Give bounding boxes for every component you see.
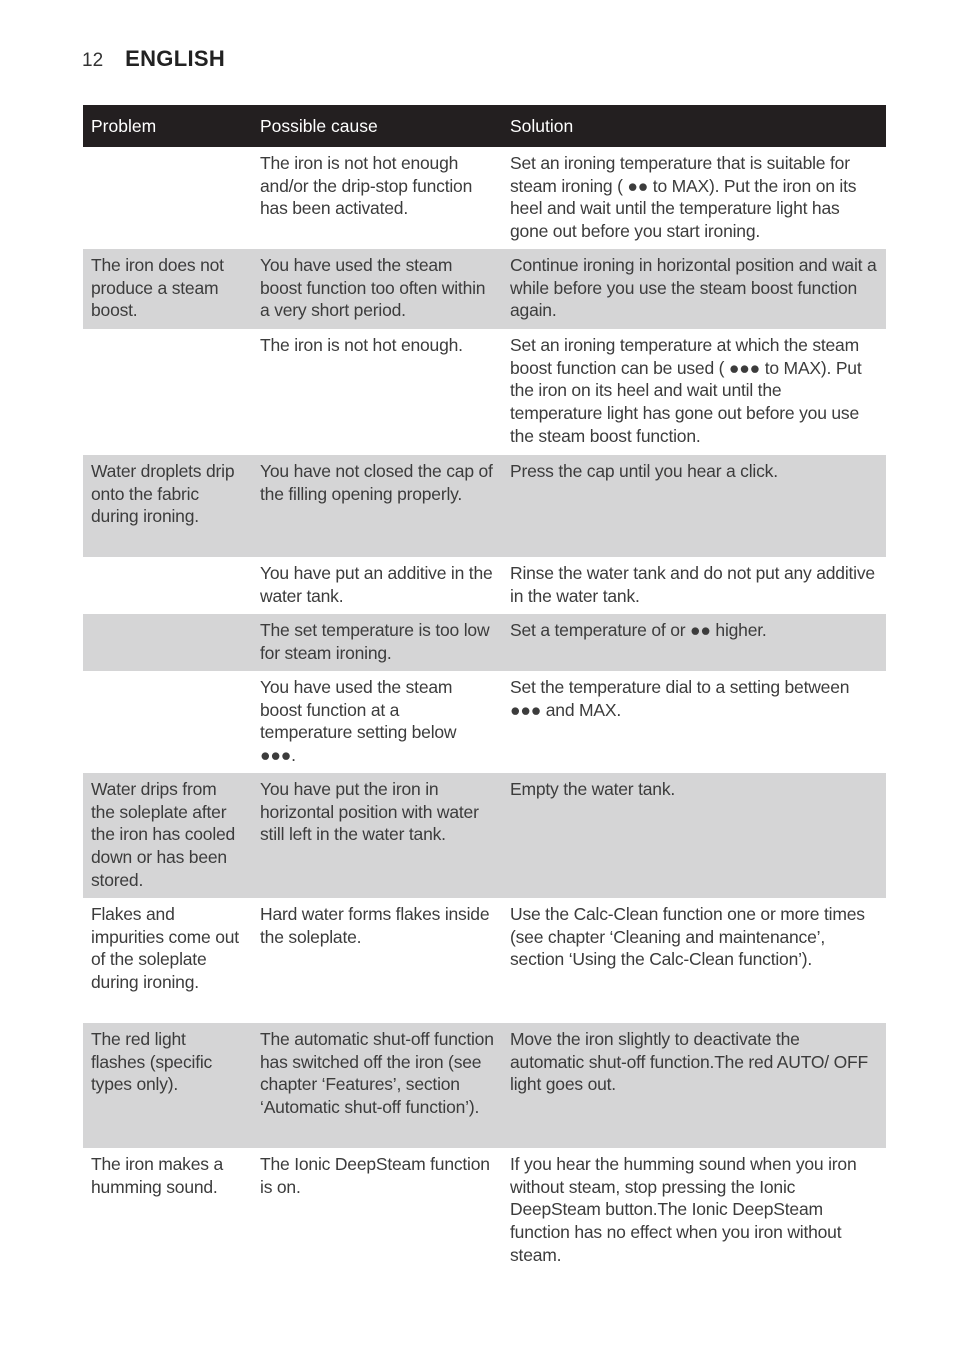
cause-cell: The automatic shut-off function has switched off the iron (see chapter ‘Features’, section ‘Automatic shut-off function’).	[252, 1023, 502, 1148]
problem-cell: Water drips from the soleplate after the iron has cooled down or has been stored.	[83, 773, 252, 898]
table-row	[83, 557, 886, 614]
solution-cell: Set an ironing temperature that is suitable for steam ironing ( ●● to MAX). Put the iron on its heel and wait until the temperature light has gone out before you start ironing.	[510, 153, 857, 242]
problem-cell	[83, 614, 252, 671]
problem-cell: The iron makes a humming sound.	[91, 1153, 223, 1197]
cause-cell: You have put an additive in the water tank.	[260, 562, 493, 606]
troubleshooting-table	[83, 105, 886, 1273]
solution-cell: Move the iron slightly to deactivate the automatic shut-off function.The red AUTO/ OFF light goes out.	[502, 1023, 886, 1148]
header-solution: Solution	[502, 105, 886, 147]
page-header	[82, 46, 225, 72]
problem-cell	[83, 329, 252, 455]
cause-cell: Hard water forms flakes inside the soleplate.	[260, 903, 490, 947]
solution-cell: Rinse the water tank and do not put any additive in the water tank.	[510, 562, 875, 606]
page-language-heading: ENGLISH	[125, 46, 226, 71]
solution-cell: Set a temperature of or ●● higher.	[502, 614, 886, 671]
cause-cell: The Ionic DeepSteam function is on.	[260, 1153, 490, 1197]
solution-cell: Set an ironing temperature at which the steam boost function can be used ( ●●● to MAX). Put the iron on its heel and wait until the temperature light has gone out before you use the steam boost function.	[510, 334, 862, 446]
cause-cell: You have not closed the cap of the filling opening properly.	[252, 455, 502, 557]
table-row	[83, 147, 886, 249]
table-row	[83, 249, 886, 329]
solution-cell: Press the cap until you hear a click.	[502, 455, 886, 557]
cause-cell: You have used the steam boost function too often within a very short period.	[252, 249, 502, 329]
table-row	[83, 329, 886, 455]
problem-cell: The iron does not produce a steam boost.	[83, 249, 252, 329]
table-row	[83, 614, 886, 671]
cause-cell: The iron is not hot enough and/or the drip-stop function has been activated.	[260, 153, 473, 219]
solution-cell: Use the Calc-Clean function one or more times (see chapter ‘Cleaning and maintenance’, section ‘Using the Calc-Clean function’).	[510, 903, 865, 970]
solution-cell: Empty the water tank.	[502, 773, 886, 898]
table-row	[83, 898, 886, 1023]
table-row	[83, 1023, 886, 1148]
table-row	[83, 455, 886, 557]
table-row	[83, 773, 886, 898]
problem-cell	[83, 671, 252, 773]
cause-cell: The iron is not hot enough.	[260, 334, 463, 355]
table-row	[83, 1148, 886, 1273]
problem-cell	[83, 557, 252, 614]
cause-cell: The set temperature is too low for steam ironing.	[252, 614, 502, 671]
problem-cell: Flakes and impurities come out of the soleplate during ironing.	[91, 903, 239, 992]
table-row	[83, 671, 886, 773]
page-number: 12	[82, 50, 104, 71]
solution-cell: Set the temperature dial to a setting between ●●● and MAX.	[510, 676, 850, 720]
solution-cell: If you hear the humming sound when you iron without steam, stop pressing the Ionic DeepSteam button.The Ionic DeepSteam function has no effect when you iron without steam.	[510, 1153, 857, 1265]
cause-cell: You have put the iron in horizontal position with water still left in the water tank.	[252, 773, 502, 898]
problem-cell: The red light flashes (specific types only).	[83, 1023, 252, 1148]
solution-cell: Continue ironing in horizontal position and wait a while before you use the steam boost function again.	[502, 249, 886, 329]
header-possible-cause: Possible cause	[252, 105, 502, 147]
table-header-row	[83, 105, 886, 147]
problem-cell: Water droplets drip onto the fabric during ironing.	[83, 455, 252, 557]
problem-cell	[83, 147, 252, 249]
cause-cell: You have used the steam boost function at a temperature setting below ●●●.	[260, 676, 457, 765]
header-problem: Problem	[83, 105, 252, 147]
